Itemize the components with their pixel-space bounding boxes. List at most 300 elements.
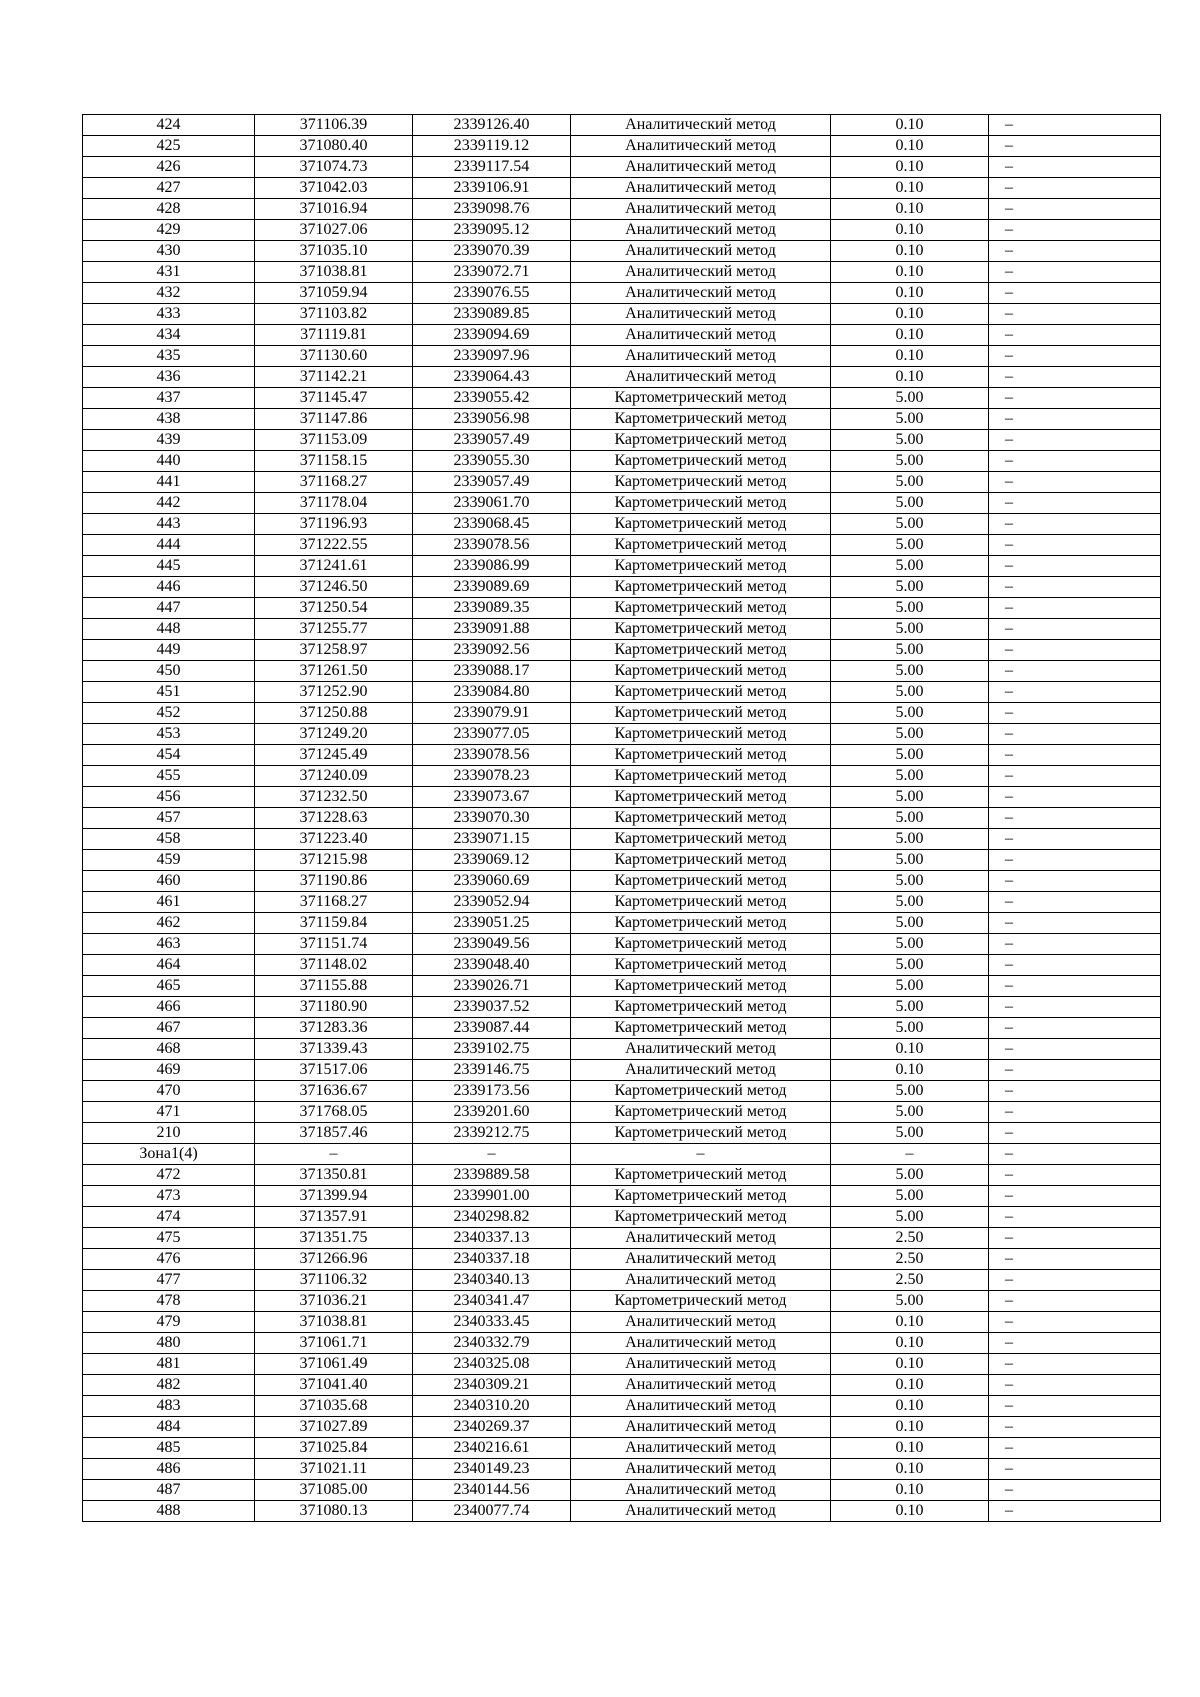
y-coordinate-cell: 2339146.75 — [413, 1060, 571, 1081]
description-cell: – — [989, 262, 1161, 283]
description-cell: – — [989, 850, 1161, 871]
table-row — [83, 346, 1161, 367]
accuracy-cell: 0.10 — [831, 367, 989, 388]
description-cell: – — [989, 283, 1161, 304]
y-coordinate-cell: 2340332.79 — [413, 1333, 571, 1354]
point-number-cell: 472 — [83, 1165, 255, 1186]
point-number-cell: 442 — [83, 493, 255, 514]
point-number-cell: 210 — [83, 1123, 255, 1144]
method-cell: Аналитический метод — [571, 283, 831, 304]
description-cell: – — [989, 1417, 1161, 1438]
table-row — [83, 850, 1161, 871]
x-coordinate-cell: 371258.97 — [255, 640, 413, 661]
table-row — [83, 598, 1161, 619]
point-number-cell: 449 — [83, 640, 255, 661]
method-cell: Аналитический метод — [571, 1312, 831, 1333]
x-coordinate-cell: 371399.94 — [255, 1186, 413, 1207]
description-cell: – — [989, 1501, 1161, 1522]
point-number-cell: 440 — [83, 451, 255, 472]
x-coordinate-cell: 371103.82 — [255, 304, 413, 325]
method-cell: Картометрический метод — [571, 1123, 831, 1144]
table-row — [83, 661, 1161, 682]
accuracy-cell: 5.00 — [831, 640, 989, 661]
x-coordinate-cell: 371246.50 — [255, 577, 413, 598]
point-number-cell: 471 — [83, 1102, 255, 1123]
description-cell: – — [989, 997, 1161, 1018]
accuracy-cell: 2.50 — [831, 1228, 989, 1249]
description-cell: – — [989, 1249, 1161, 1270]
table-row — [83, 640, 1161, 661]
point-number-cell: 467 — [83, 1018, 255, 1039]
point-number-cell: 482 — [83, 1375, 255, 1396]
description-cell: – — [989, 955, 1161, 976]
x-coordinate-cell: 371180.90 — [255, 997, 413, 1018]
accuracy-cell: 5.00 — [831, 451, 989, 472]
y-coordinate-cell: 2339102.75 — [413, 1039, 571, 1060]
point-number-cell: 437 — [83, 388, 255, 409]
description-cell: – — [989, 913, 1161, 934]
x-coordinate-cell: 371074.73 — [255, 157, 413, 178]
y-coordinate-cell: 2339087.44 — [413, 1018, 571, 1039]
description-cell: – — [989, 619, 1161, 640]
x-coordinate-cell: 371158.15 — [255, 451, 413, 472]
table-row — [83, 808, 1161, 829]
accuracy-cell: – — [831, 1144, 989, 1165]
table-row — [83, 1207, 1161, 1228]
point-number-cell: 475 — [83, 1228, 255, 1249]
y-coordinate-cell: 2339173.56 — [413, 1081, 571, 1102]
x-coordinate-cell: 371059.94 — [255, 283, 413, 304]
point-number-cell: 441 — [83, 472, 255, 493]
accuracy-cell: 5.00 — [831, 493, 989, 514]
accuracy-cell: 0.10 — [831, 304, 989, 325]
description-cell: – — [989, 682, 1161, 703]
method-cell: Картометрический метод — [571, 430, 831, 451]
description-cell: – — [989, 1354, 1161, 1375]
point-number-cell: 465 — [83, 976, 255, 997]
y-coordinate-cell: 2340337.13 — [413, 1228, 571, 1249]
method-cell: Картометрический метод — [571, 955, 831, 976]
y-coordinate-cell: 2339078.56 — [413, 745, 571, 766]
accuracy-cell: 5.00 — [831, 766, 989, 787]
method-cell: Картометрический метод — [571, 661, 831, 682]
accuracy-cell: 2.50 — [831, 1249, 989, 1270]
table-row — [83, 829, 1161, 850]
table-row — [83, 1480, 1161, 1501]
method-cell: Картометрический метод — [571, 829, 831, 850]
y-coordinate-cell: 2340149.23 — [413, 1459, 571, 1480]
method-cell: Картометрический метод — [571, 934, 831, 955]
accuracy-cell: 5.00 — [831, 1102, 989, 1123]
table-row — [83, 514, 1161, 535]
description-cell: – — [989, 1102, 1161, 1123]
x-coordinate-cell: – — [255, 1144, 413, 1165]
description-cell: – — [989, 745, 1161, 766]
x-coordinate-cell: 371250.54 — [255, 598, 413, 619]
x-coordinate-cell: 371768.05 — [255, 1102, 413, 1123]
method-cell: Аналитический метод — [571, 1438, 831, 1459]
accuracy-cell: 5.00 — [831, 1081, 989, 1102]
y-coordinate-cell: 2339069.12 — [413, 850, 571, 871]
accuracy-cell: 0.10 — [831, 1480, 989, 1501]
y-coordinate-cell: 2339889.58 — [413, 1165, 571, 1186]
y-coordinate-cell: 2339060.69 — [413, 871, 571, 892]
table-row — [83, 1165, 1161, 1186]
method-cell: Картометрический метод — [571, 598, 831, 619]
x-coordinate-cell: 371035.68 — [255, 1396, 413, 1417]
table-row — [83, 472, 1161, 493]
description-cell: – — [989, 829, 1161, 850]
y-coordinate-cell: 2339061.70 — [413, 493, 571, 514]
method-cell: Картометрический метод — [571, 556, 831, 577]
accuracy-cell: 0.10 — [831, 325, 989, 346]
x-coordinate-cell: 371061.71 — [255, 1333, 413, 1354]
table-row — [83, 367, 1161, 388]
accuracy-cell: 5.00 — [831, 1186, 989, 1207]
point-number-cell: 460 — [83, 871, 255, 892]
method-cell: Аналитический метод — [571, 1501, 831, 1522]
x-coordinate-cell: 371130.60 — [255, 346, 413, 367]
method-cell: Картометрический метод — [571, 913, 831, 934]
y-coordinate-cell: 2339064.43 — [413, 367, 571, 388]
y-coordinate-cell: 2339057.49 — [413, 472, 571, 493]
x-coordinate-cell: 371148.02 — [255, 955, 413, 976]
method-cell: Картометрический метод — [571, 682, 831, 703]
accuracy-cell: 5.00 — [831, 682, 989, 703]
point-number-cell: 484 — [83, 1417, 255, 1438]
point-number-cell: 457 — [83, 808, 255, 829]
accuracy-cell: 5.00 — [831, 619, 989, 640]
point-number-cell: 426 — [83, 157, 255, 178]
description-cell: – — [989, 1438, 1161, 1459]
y-coordinate-cell: 2339212.75 — [413, 1123, 571, 1144]
accuracy-cell: 5.00 — [831, 703, 989, 724]
method-cell: Аналитический метод — [571, 346, 831, 367]
method-cell: Картометрический метод — [571, 871, 831, 892]
method-cell: Картометрический метод — [571, 577, 831, 598]
description-cell: – — [989, 1375, 1161, 1396]
table-row — [83, 1018, 1161, 1039]
description-cell: – — [989, 472, 1161, 493]
point-number-cell: 483 — [83, 1396, 255, 1417]
y-coordinate-cell: 2339126.40 — [413, 115, 571, 136]
x-coordinate-cell: 371036.21 — [255, 1291, 413, 1312]
y-coordinate-cell: 2340216.61 — [413, 1438, 571, 1459]
point-number-cell: 427 — [83, 178, 255, 199]
accuracy-cell: 5.00 — [831, 430, 989, 451]
accuracy-cell: 5.00 — [831, 1291, 989, 1312]
description-cell: – — [989, 808, 1161, 829]
description-cell: – — [989, 199, 1161, 220]
description-cell: – — [989, 871, 1161, 892]
table-row — [83, 766, 1161, 787]
method-cell: Картометрический метод — [571, 1207, 831, 1228]
method-cell: Картометрический метод — [571, 514, 831, 535]
description-cell: – — [989, 1018, 1161, 1039]
method-cell: Картометрический метод — [571, 493, 831, 514]
y-coordinate-cell: 2339086.99 — [413, 556, 571, 577]
table-row — [83, 1081, 1161, 1102]
x-coordinate-cell: 371232.50 — [255, 787, 413, 808]
point-number-cell: 429 — [83, 220, 255, 241]
method-cell: Аналитический метод — [571, 1354, 831, 1375]
description-cell: – — [989, 451, 1161, 472]
description-cell: – — [989, 535, 1161, 556]
accuracy-cell: 5.00 — [831, 724, 989, 745]
point-number-cell: 481 — [83, 1354, 255, 1375]
point-number-cell: 486 — [83, 1459, 255, 1480]
method-cell: Аналитический метод — [571, 241, 831, 262]
x-coordinate-cell: 371147.86 — [255, 409, 413, 430]
x-coordinate-cell: 371016.94 — [255, 199, 413, 220]
x-coordinate-cell: 371636.67 — [255, 1081, 413, 1102]
method-cell: Аналитический метод — [571, 1333, 831, 1354]
method-cell: Картометрический метод — [571, 997, 831, 1018]
x-coordinate-cell: 371021.11 — [255, 1459, 413, 1480]
x-coordinate-cell: 371350.81 — [255, 1165, 413, 1186]
accuracy-cell: 5.00 — [831, 955, 989, 976]
description-cell: – — [989, 115, 1161, 136]
point-number-cell: 453 — [83, 724, 255, 745]
method-cell: Аналитический метод — [571, 262, 831, 283]
y-coordinate-cell: 2340337.18 — [413, 1249, 571, 1270]
method-cell: Аналитический метод — [571, 115, 831, 136]
method-cell: Картометрический метод — [571, 640, 831, 661]
accuracy-cell: 5.00 — [831, 577, 989, 598]
x-coordinate-cell: 371266.96 — [255, 1249, 413, 1270]
table-row — [83, 976, 1161, 997]
x-coordinate-cell: 371038.81 — [255, 262, 413, 283]
method-cell: Картометрический метод — [571, 472, 831, 493]
y-coordinate-cell: 2340310.20 — [413, 1396, 571, 1417]
point-number-cell: 448 — [83, 619, 255, 640]
accuracy-cell: 0.10 — [831, 1060, 989, 1081]
accuracy-cell: 5.00 — [831, 997, 989, 1018]
x-coordinate-cell: 371517.06 — [255, 1060, 413, 1081]
point-number-cell: 487 — [83, 1480, 255, 1501]
method-cell: Аналитический метод — [571, 1039, 831, 1060]
accuracy-cell: 5.00 — [831, 976, 989, 997]
y-coordinate-cell: 2340309.21 — [413, 1375, 571, 1396]
x-coordinate-cell: 371190.86 — [255, 871, 413, 892]
y-coordinate-cell: 2339055.30 — [413, 451, 571, 472]
point-number-cell: 461 — [83, 892, 255, 913]
y-coordinate-cell: 2339088.17 — [413, 661, 571, 682]
description-cell: – — [989, 934, 1161, 955]
accuracy-cell: 5.00 — [831, 661, 989, 682]
y-coordinate-cell: 2339055.42 — [413, 388, 571, 409]
point-number-cell: 435 — [83, 346, 255, 367]
point-number-cell: 444 — [83, 535, 255, 556]
y-coordinate-cell: 2340340.13 — [413, 1270, 571, 1291]
method-cell: Аналитический метод — [571, 1375, 831, 1396]
accuracy-cell: 5.00 — [831, 1018, 989, 1039]
y-coordinate-cell: 2339070.39 — [413, 241, 571, 262]
x-coordinate-cell: 371857.46 — [255, 1123, 413, 1144]
description-cell: – — [989, 346, 1161, 367]
x-coordinate-cell: 371196.93 — [255, 514, 413, 535]
description-cell: – — [989, 220, 1161, 241]
table-row — [83, 724, 1161, 745]
point-number-cell: 464 — [83, 955, 255, 976]
method-cell: Картометрический метод — [571, 619, 831, 640]
point-number-cell: 473 — [83, 1186, 255, 1207]
description-cell: – — [989, 325, 1161, 346]
description-cell: – — [989, 724, 1161, 745]
description-cell: – — [989, 1186, 1161, 1207]
method-cell: Аналитический метод — [571, 304, 831, 325]
method-cell: Аналитический метод — [571, 199, 831, 220]
x-coordinate-cell: 371155.88 — [255, 976, 413, 997]
y-coordinate-cell: 2339098.76 — [413, 199, 571, 220]
accuracy-cell: 0.10 — [831, 262, 989, 283]
description-cell: – — [989, 1333, 1161, 1354]
table-row — [83, 283, 1161, 304]
description-cell: – — [989, 577, 1161, 598]
method-cell: Картометрический метод — [571, 535, 831, 556]
method-cell: Аналитический метод — [571, 220, 831, 241]
method-cell: Картометрический метод — [571, 1102, 831, 1123]
point-number-cell: 470 — [83, 1081, 255, 1102]
point-number-cell: 446 — [83, 577, 255, 598]
table-row — [83, 787, 1161, 808]
description-cell: – — [989, 976, 1161, 997]
point-number-cell: 434 — [83, 325, 255, 346]
table-row — [83, 262, 1161, 283]
description-cell: – — [989, 598, 1161, 619]
table-row — [83, 1186, 1161, 1207]
accuracy-cell: 0.10 — [831, 283, 989, 304]
x-coordinate-cell: 371249.20 — [255, 724, 413, 745]
x-coordinate-cell: 371250.88 — [255, 703, 413, 724]
x-coordinate-cell: 371106.39 — [255, 115, 413, 136]
x-coordinate-cell: 371357.91 — [255, 1207, 413, 1228]
table-row — [83, 577, 1161, 598]
description-cell: – — [989, 703, 1161, 724]
accuracy-cell: 0.10 — [831, 1501, 989, 1522]
accuracy-cell: 0.10 — [831, 220, 989, 241]
accuracy-cell: 0.10 — [831, 157, 989, 178]
method-cell: Картометрический метод — [571, 1165, 831, 1186]
method-cell: Аналитический метод — [571, 136, 831, 157]
y-coordinate-cell: 2339048.40 — [413, 955, 571, 976]
description-cell: – — [989, 1396, 1161, 1417]
y-coordinate-cell: 2339026.71 — [413, 976, 571, 997]
description-cell: – — [989, 787, 1161, 808]
description-cell: – — [989, 1144, 1161, 1165]
x-coordinate-cell: 371145.47 — [255, 388, 413, 409]
coordinates-table — [82, 114, 1161, 1522]
y-coordinate-cell: 2339119.12 — [413, 136, 571, 157]
y-coordinate-cell: 2340333.45 — [413, 1312, 571, 1333]
accuracy-cell: 5.00 — [831, 388, 989, 409]
point-number-cell: 485 — [83, 1438, 255, 1459]
description-cell: – — [989, 430, 1161, 451]
table-row — [83, 451, 1161, 472]
description-cell: – — [989, 556, 1161, 577]
x-coordinate-cell: 371025.84 — [255, 1438, 413, 1459]
x-coordinate-cell: 371035.10 — [255, 241, 413, 262]
point-number-cell: 436 — [83, 367, 255, 388]
accuracy-cell: 5.00 — [831, 787, 989, 808]
point-number-cell: 468 — [83, 1039, 255, 1060]
accuracy-cell: 5.00 — [831, 556, 989, 577]
y-coordinate-cell: 2339037.52 — [413, 997, 571, 1018]
description-cell: – — [989, 1165, 1161, 1186]
method-cell: Картометрический метод — [571, 808, 831, 829]
method-cell: Картометрический метод — [571, 892, 831, 913]
point-number-cell: 476 — [83, 1249, 255, 1270]
y-coordinate-cell: 2339057.49 — [413, 430, 571, 451]
point-number-cell: 474 — [83, 1207, 255, 1228]
table-row — [83, 220, 1161, 241]
description-cell: – — [989, 892, 1161, 913]
accuracy-cell: 5.00 — [831, 1207, 989, 1228]
y-coordinate-cell: 2339052.94 — [413, 892, 571, 913]
method-cell: – — [571, 1144, 831, 1165]
y-coordinate-cell: 2339056.98 — [413, 409, 571, 430]
table-row — [83, 1228, 1161, 1249]
table-row — [83, 1501, 1161, 1522]
table-row — [83, 892, 1161, 913]
description-cell: – — [989, 304, 1161, 325]
y-coordinate-cell: 2339901.00 — [413, 1186, 571, 1207]
y-coordinate-cell: 2339073.67 — [413, 787, 571, 808]
accuracy-cell: 5.00 — [831, 745, 989, 766]
table-row — [83, 325, 1161, 346]
table-row — [83, 1039, 1161, 1060]
method-cell: Аналитический метод — [571, 367, 831, 388]
accuracy-cell: 0.10 — [831, 1354, 989, 1375]
method-cell: Картометрический метод — [571, 787, 831, 808]
table-row — [83, 1249, 1161, 1270]
y-coordinate-cell: 2339106.91 — [413, 178, 571, 199]
description-cell: – — [989, 178, 1161, 199]
method-cell: Картометрический метод — [571, 703, 831, 724]
method-cell: Аналитический метод — [571, 325, 831, 346]
point-number-cell: 466 — [83, 997, 255, 1018]
y-coordinate-cell: 2339078.23 — [413, 766, 571, 787]
y-coordinate-cell: 2339094.69 — [413, 325, 571, 346]
description-cell: – — [989, 640, 1161, 661]
table-row — [83, 934, 1161, 955]
point-number-cell: 452 — [83, 703, 255, 724]
table-row — [83, 1312, 1161, 1333]
description-cell: – — [989, 136, 1161, 157]
table-row — [83, 136, 1161, 157]
y-coordinate-cell: 2339072.71 — [413, 262, 571, 283]
description-cell: – — [989, 514, 1161, 535]
accuracy-cell: 2.50 — [831, 1270, 989, 1291]
accuracy-cell: 5.00 — [831, 409, 989, 430]
y-coordinate-cell: 2339068.45 — [413, 514, 571, 535]
y-coordinate-cell: 2339095.12 — [413, 220, 571, 241]
x-coordinate-cell: 371228.63 — [255, 808, 413, 829]
y-coordinate-cell: – — [413, 1144, 571, 1165]
point-number-cell: 424 — [83, 115, 255, 136]
point-number-cell: 477 — [83, 1270, 255, 1291]
method-cell: Картометрический метод — [571, 1291, 831, 1312]
table-row — [83, 1459, 1161, 1480]
description-cell: – — [989, 1312, 1161, 1333]
method-cell: Картометрический метод — [571, 1018, 831, 1039]
point-number-cell: 454 — [83, 745, 255, 766]
accuracy-cell: 0.10 — [831, 346, 989, 367]
x-coordinate-cell: 371061.49 — [255, 1354, 413, 1375]
method-cell: Аналитический метод — [571, 178, 831, 199]
table-row — [83, 157, 1161, 178]
point-number-cell: 430 — [83, 241, 255, 262]
